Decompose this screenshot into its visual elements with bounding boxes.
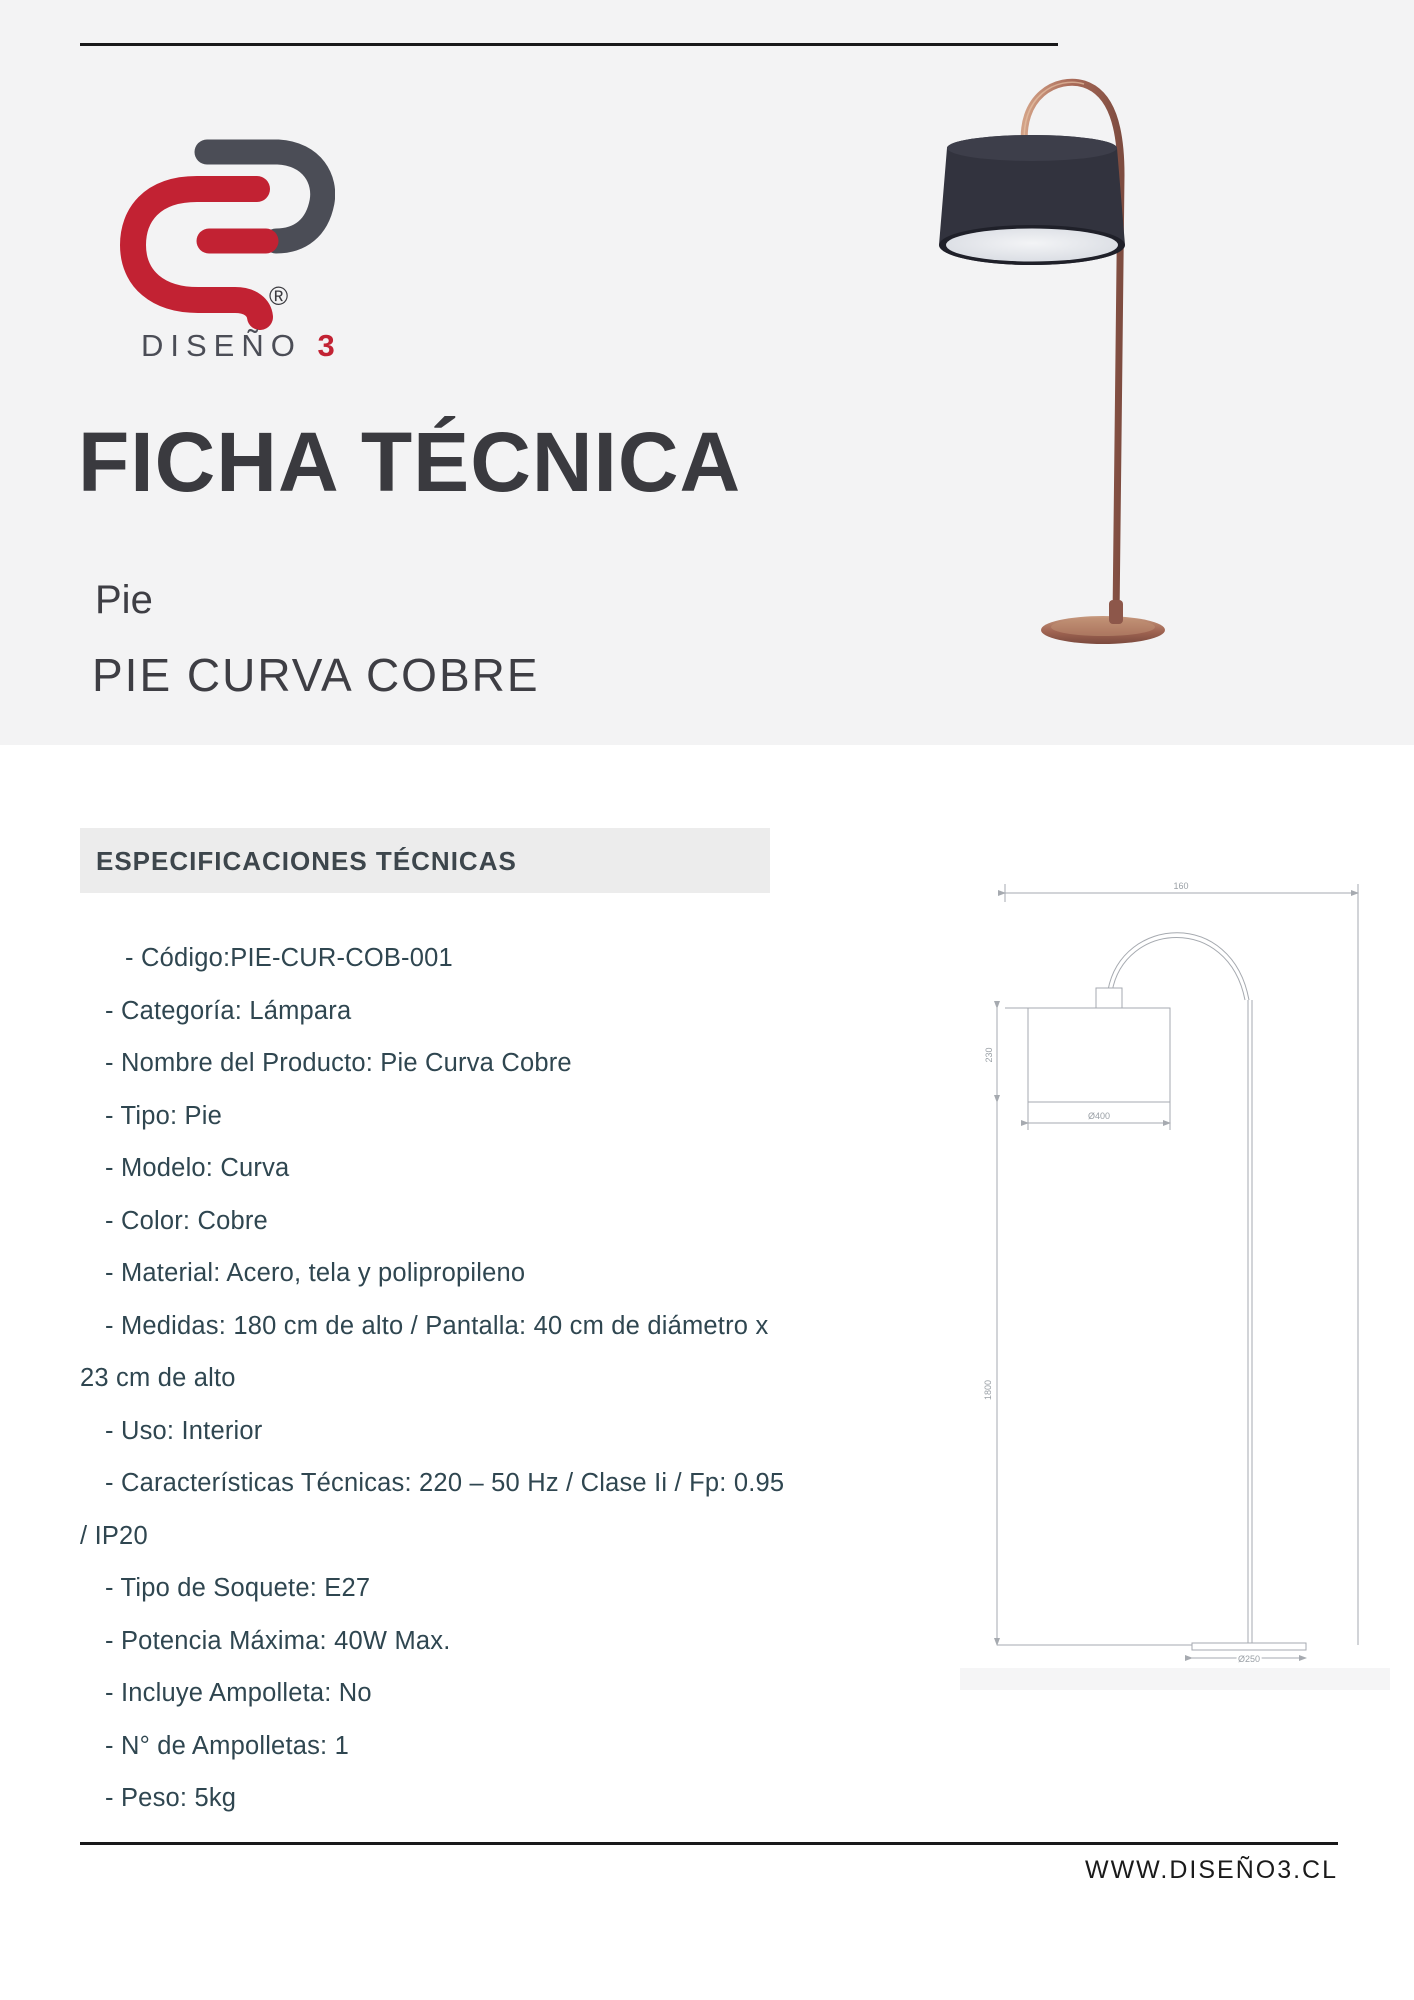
- dim-label-total-height: 1800: [983, 1379, 993, 1401]
- spec-item: - Tipo de Soquete: E27: [105, 1574, 371, 1602]
- specs-list: [80, 932, 795, 1825]
- footer-website: WWW.DISEÑO3.CL: [1084, 1856, 1338, 1884]
- spec-item: - Peso: 5kg: [105, 1784, 237, 1812]
- spec-item: - Características Técnicas: 220 – 50 Hz / Clase Ii / Fp: 0.95 / IP20: [80, 1469, 785, 1550]
- registered-trademark: ®: [269, 281, 289, 311]
- spec-item: - Código:PIE-CUR-COB-001: [125, 944, 453, 972]
- spec-item: - Uso: Interior: [105, 1416, 263, 1445]
- drawing-shadow-strip: [960, 1668, 1390, 1690]
- page-title: FICHA TÉCNICA: [78, 415, 742, 509]
- product-category: Pie: [95, 578, 153, 622]
- top-divider-rule: [80, 43, 1058, 46]
- brand-name: DISEÑO: [141, 328, 318, 363]
- spec-item: - Potencia Máxima: 40W Max.: [105, 1626, 451, 1655]
- technical-drawing: [960, 870, 1400, 1700]
- product-name: PIE CURVA COBRE: [92, 649, 540, 701]
- brand-wordmark: [141, 328, 401, 364]
- drawing-lines: [997, 884, 1358, 1658]
- spec-item: - Medidas: 180 cm de alto / Pantalla: 40 cm de diámetro x 23 cm de alto: [80, 1311, 769, 1392]
- spec-item: - Nombre del Producto: Pie Curva Cobre: [105, 1049, 572, 1077]
- spec-item: - N° de Ampolletas: 1: [105, 1731, 350, 1760]
- spec-item: - Material: Acero, tela y polipropileno: [105, 1259, 526, 1287]
- lamp-shade: [939, 135, 1125, 265]
- brand-number: 3: [317, 328, 342, 363]
- spec-item: - Incluye Ampolleta: No: [105, 1679, 372, 1707]
- dim-label-base-width: Ø250: [1237, 1654, 1261, 1664]
- lamp-base: [1041, 600, 1165, 644]
- specs-section-title: ESPECIFICACIONES TÉCNICAS: [96, 846, 517, 876]
- footer-divider-rule: [80, 1842, 1338, 1845]
- spec-item: - Modelo: Curva: [105, 1154, 290, 1182]
- diseno3-logo-mark-icon: [120, 125, 335, 330]
- spec-item: - Categoría: Lámpara: [105, 996, 352, 1025]
- spec-item: - Tipo: Pie: [105, 1101, 222, 1130]
- specs-section-header-bar: [80, 828, 770, 893]
- dim-label-top-width: 160: [1173, 881, 1189, 891]
- product-photo-lamp: [900, 70, 1230, 670]
- dim-label-shade-width: Ø400: [1087, 1111, 1111, 1121]
- spec-item: - Color: Cobre: [105, 1206, 268, 1235]
- dim-label-shade-height: 230: [984, 1047, 994, 1063]
